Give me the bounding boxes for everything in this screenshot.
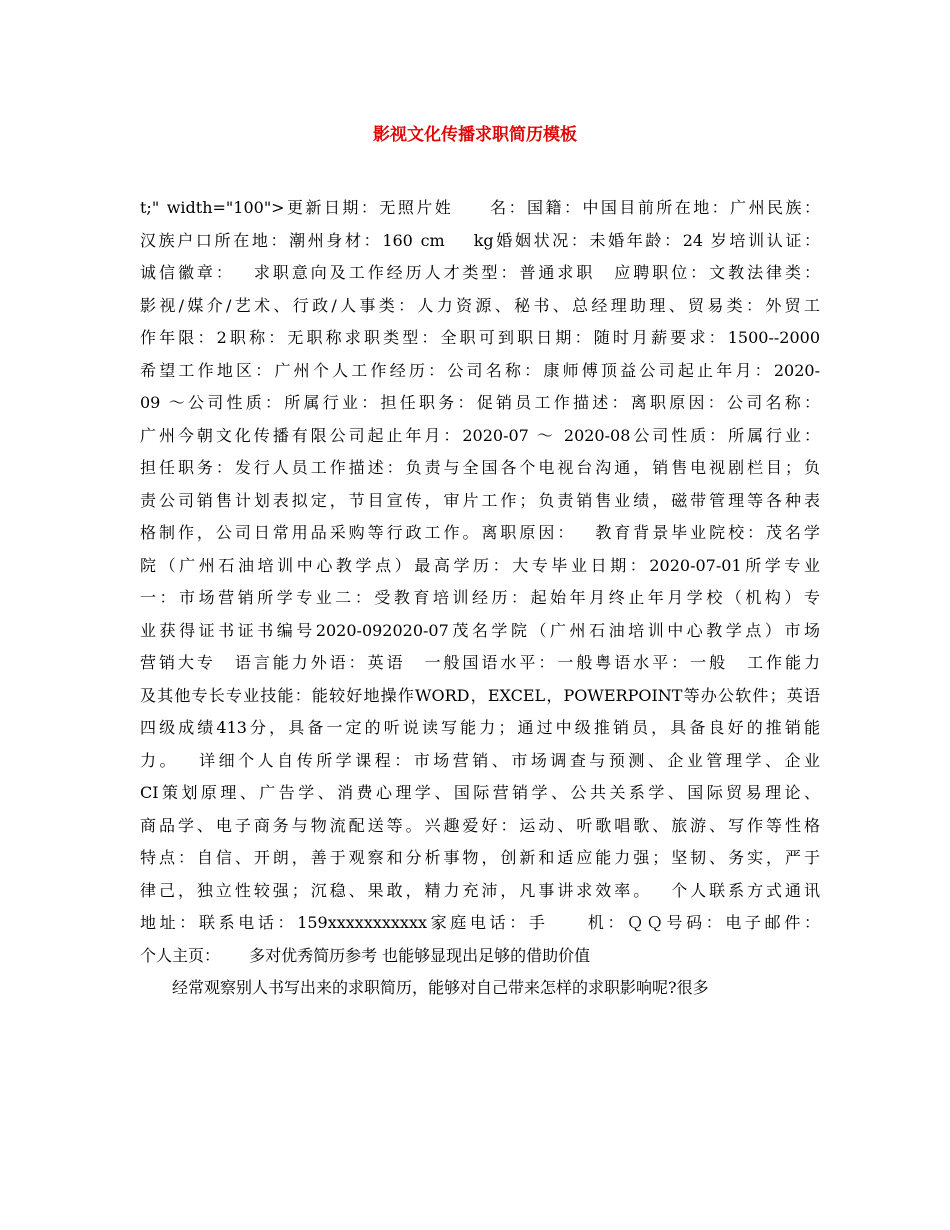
- body-line: 特点：自信、开朗，善于观察和分析事物，创新和适应能力强；坚韧、务实，严于: [140, 848, 820, 867]
- body-line: 四级成绩413分，具备一定的听说读写能力；通过中级推销员，具备良好的推销能: [140, 718, 820, 737]
- body-line: 09 ～公司性质：所属行业：担任职务：促销员工作描述：离职原因：公司名称：: [140, 393, 820, 412]
- body-line: t;" width="100">更新日期：无照片姓 名：国籍：中国目前所在地：广州民族：: [140, 198, 820, 217]
- body-line: 作年限：2职称：无职称求职类型：全职可到职日期：随时月薪要求：1500--2000: [140, 328, 820, 347]
- body-line: 担任职务：发行人员工作描述：负责与全国各个电视台沟通，销售电视剧栏目；负: [140, 458, 820, 477]
- body-line: 诚信徽章： 求职意向及工作经历人才类型：普通求职 应聘职位：文教法律类：: [140, 263, 820, 282]
- body-line: CI策划原理、广告学、消费心理学、国际营销学、公共关系学、国际贸易理论、: [140, 783, 820, 802]
- body-line: 希望工作地区：广州个人工作经历：公司名称：康师傅顶益公司起止年月：2020-: [140, 360, 820, 380]
- body-line: 责公司销售计划表拟定，节目宣传，审片工作；负责销售业绩，磁带管理等各种表: [140, 490, 820, 510]
- document-title: 影视文化传播求职简历模板: [373, 125, 577, 145]
- body-line: 格制作，公司日常用品采购等行政工作。离职原因： 教育背景毕业院校：茂名学: [140, 523, 820, 542]
- body-line: 商品学、电子商务与物流配送等。兴趣爱好：运动、听歌唱歌、旅游、写作等性格: [140, 815, 820, 835]
- resume-body: [140, 192, 820, 1005]
- body-line: 汉族户口所在地：潮州身材：160 cm kg婚姻状况：未婚年龄：24 岁培训认证：: [140, 230, 820, 250]
- body-line: 个人主页： 多对优秀简历参考 也能够显现出足够的借助价值: [140, 945, 591, 965]
- body-line: 院（广州石油培训中心教学点）最高学历：大专毕业日期：2020-07-01所学专业: [140, 555, 820, 575]
- body-line: 一：市场营销所学专业二：受教育培训经历：起始年月终止年月学校（机构）专: [140, 588, 820, 607]
- body-line: 及其他专长专业技能：能较好地操作WORD，EXCEL，POWERPOINT等办公软件；英语: [140, 685, 820, 705]
- closing-paragraph-line: 经常观察别人书写出来的求职简历，能够对自己带来怎样的求职影响呢?很多: [172, 978, 709, 997]
- body-line: 广州今朝文化传播有限公司起止年月：2020-07 ～ 2020-08公司性质：所属行业：: [140, 425, 820, 445]
- body-line: 业获得证书证书编号2020-092020-07茂名学院（广州石油培训中心教学点）市场: [140, 620, 820, 640]
- body-line: 力。 详细个人自传所学课程：市场营销、市场调查与预测、企业管理学、企业: [140, 750, 820, 770]
- body-line: 影视/媒介/艺术、行政/人事类：人力资源、秘书、总经理助理、贸易类：外贸工: [140, 295, 820, 315]
- body-line: 地址：联系电话：159xxxxxxxxxxx家庭电话：手 机：ＱＱ号码：电子邮件：: [140, 913, 820, 932]
- body-line: 营销大专 语言能力外语：英语 一般国语水平：一般粤语水平：一般 工作能力: [140, 653, 820, 672]
- body-line: 律己，独立性较强；沉稳、果敢，精力充沛，凡事讲求效率。 个人联系方式通讯: [140, 880, 820, 900]
